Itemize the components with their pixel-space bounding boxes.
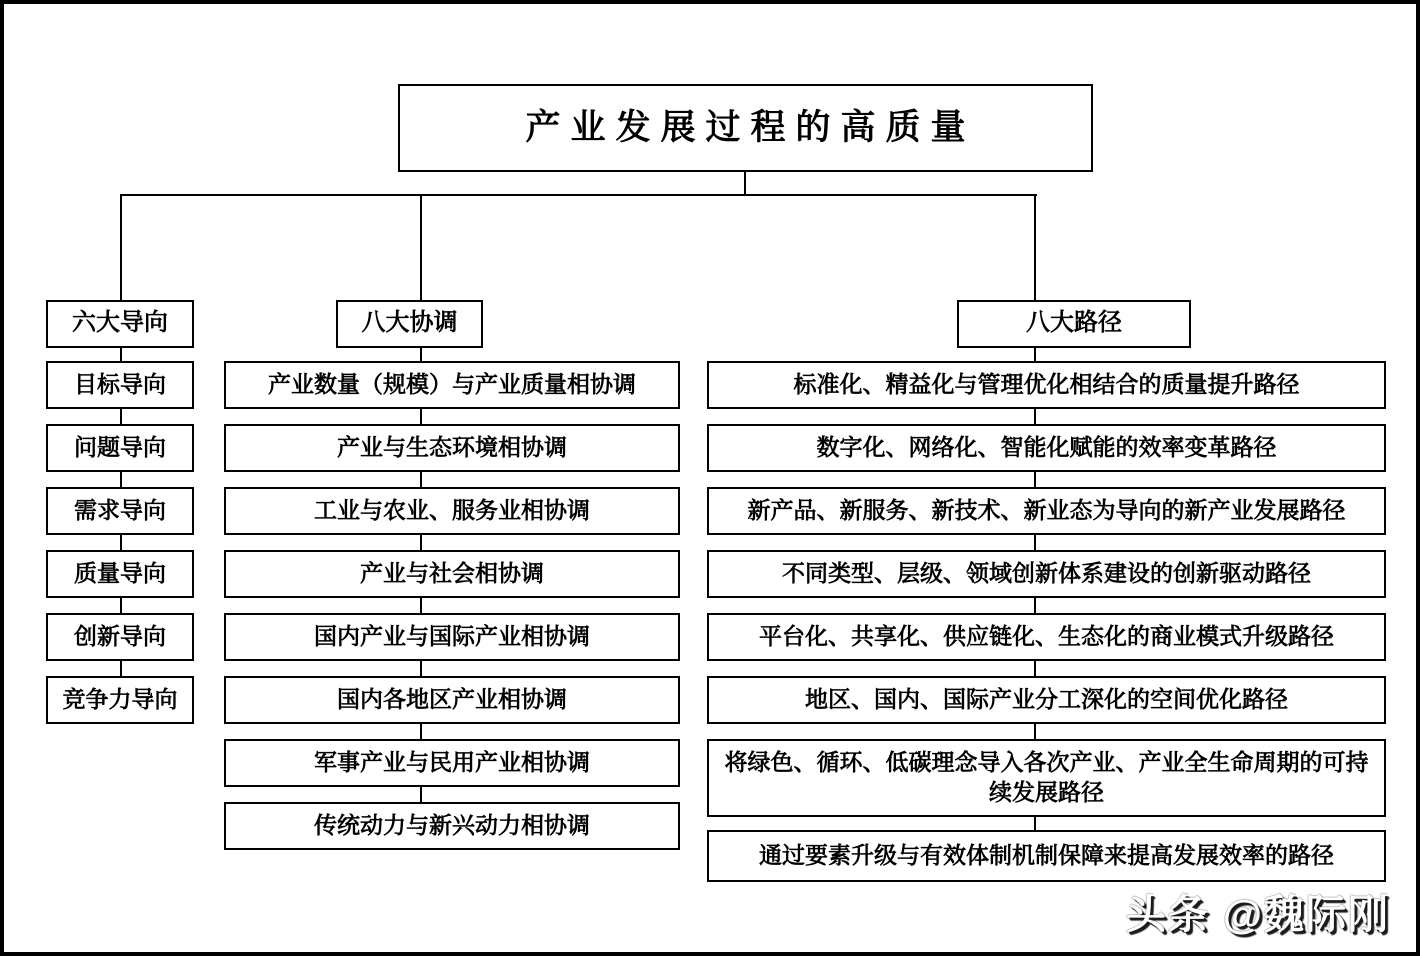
node-path-item: 将绿色、循环、低碳理念导入各次产业、产业全生命周期的可持续发展路径 [707, 739, 1386, 817]
node-header-six-orientations: 六大导向 [46, 300, 194, 348]
connector-horizontal-main [120, 194, 1037, 196]
node-orientation-item: 创新导向 [46, 613, 194, 661]
node-orientation-item: 竞争力导向 [46, 676, 194, 724]
node-orientation-item: 问题导向 [46, 424, 194, 472]
node-coordination-item: 国内产业与国际产业相协调 [224, 613, 680, 661]
node-orientation-item: 目标导向 [46, 361, 194, 409]
node-coordination-item: 产业与社会相协调 [224, 550, 680, 598]
connector-drop-right [1034, 194, 1036, 300]
node-coordination-item: 产业数量（规模）与产业质量相协调 [224, 361, 680, 409]
node-path-item: 数字化、网络化、智能化赋能的效率变革路径 [707, 424, 1386, 472]
node-path-item: 通过要素升级与有效体制机制保障来提高发展效率的路径 [707, 830, 1386, 882]
connector-drop-left [120, 194, 122, 300]
node-header-eight-paths: 八大路径 [957, 300, 1191, 348]
node-orientation-item: 需求导向 [46, 487, 194, 535]
watermark-toutiao: 头条 @魏际刚 [1125, 893, 1390, 937]
connector-root-stub [744, 172, 746, 194]
node-path-item: 标准化、精益化与管理优化相结合的质量提升路径 [707, 361, 1386, 409]
node-header-eight-coordinations: 八大协调 [336, 300, 483, 348]
node-path-item: 地区、国内、国际产业分工深化的空间优化路径 [707, 676, 1386, 724]
node-coordination-item: 产业与生态环境相协调 [224, 424, 680, 472]
node-orientation-item: 质量导向 [46, 550, 194, 598]
root-node-title: 产业发展过程的高质量 [398, 84, 1093, 172]
node-path-item: 新产品、新服务、新技术、新业态为导向的新产业发展路径 [707, 487, 1386, 535]
node-coordination-item: 传统动力与新兴动力相协调 [224, 802, 680, 850]
node-coordination-item: 工业与农业、服务业相协调 [224, 487, 680, 535]
connector-drop-middle [420, 194, 422, 300]
node-path-item: 不同类型、层级、领域创新体系建设的创新驱动路径 [707, 550, 1386, 598]
node-coordination-item: 国内各地区产业相协调 [224, 676, 680, 724]
node-path-item: 平台化、共享化、供应链化、生态化的商业模式升级路径 [707, 613, 1386, 661]
node-coordination-item: 军事产业与民用产业相协调 [224, 739, 680, 787]
